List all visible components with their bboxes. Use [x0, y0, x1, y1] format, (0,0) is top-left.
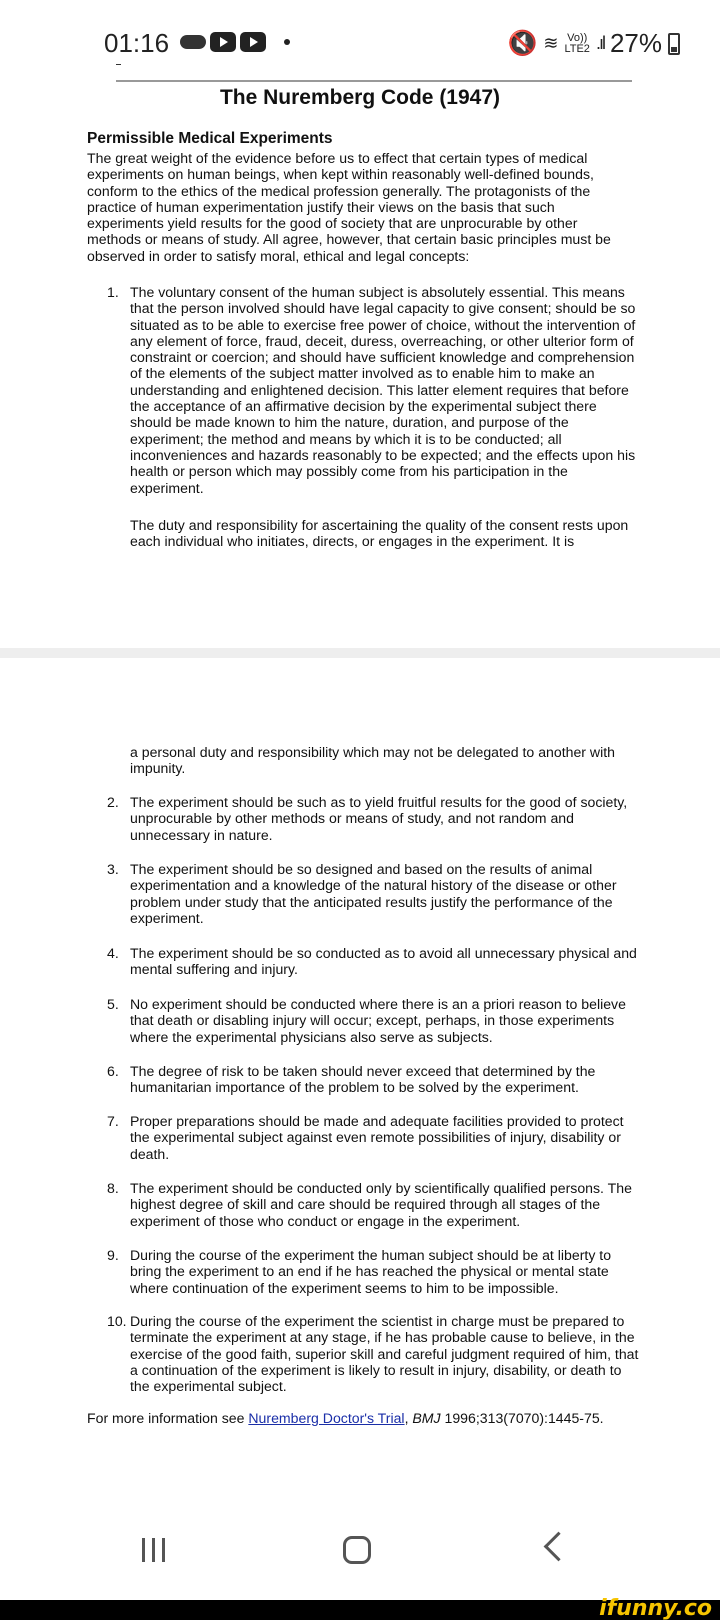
list-number: 2. — [107, 794, 119, 810]
watermark-logo: ifunny.co — [599, 1596, 712, 1621]
list-text: During the course of the experiment the scientist in charge must be prepared to terminate the experiment at any stage, if he has probable cause to believe, in the exercise of the good faith, superior skill and careful judgment required of him, that a continuation of the experiment is likely to result in injury, disability, or death to the experimental subject. — [130, 1313, 639, 1395]
signal-icon: .ıl — [595, 33, 604, 53]
reference-line — [87, 1410, 604, 1426]
battery-percent: 27% — [609, 28, 662, 58]
list-number: 6. — [107, 1063, 119, 1079]
system-icons — [507, 28, 680, 59]
divider — [116, 64, 121, 65]
list-text: Proper preparations should be made and adequate facilities provided to protect the experimental subject against even remote possibilities of injury, disability or death. — [130, 1113, 624, 1162]
intro-paragraph: The great weight of the evidence before us to effect that certain types of medical experiments on human beings, when kept within reasonably well-defined bounds, conform to the ethics of the medical profession generally. The protagonists of the practice of human experimentation justify their views on the basis that such experiments yield results for the good of society that are unprocurable by other methods or means of study. All agree, however, that certain basic principles must be observed in order to satisfy moral, ethical and legal concepts: — [87, 150, 611, 264]
back-button[interactable] — [544, 1532, 574, 1562]
list-number: 3. — [107, 861, 119, 877]
list-text: The voluntary consent of the human subject is absolutely essential. This means that the person involved should have legal capacity to give consent; should be so situated as to be able to exercise free power of choice, without the intervention of any element of force, fraud, deceit, duress, overreaching, or other ulterior form of constraint or coercion; and should have sufficient knowledge and comprehension of the elements of the subject matter involved as to enable him to make an understanding and enlightened decision. This latter element requires that before the acceptance of an affirmative decision by the experimental subject there should be made known to him the nature, duration, and purpose of the experiment; the method and means by which it is to be conducted; all inconveniences and hazards reasonably to be expected; and the effects upon his health or person which may possibly come from his participation in the experiment. — [130, 284, 636, 496]
list-text: The experiment should be so designed and based on the results of animal experimentation and a knowledge of the natural history of the disease or other problem under study that the anticipated results justify the performance of the experiment. — [130, 861, 617, 926]
recent-apps-button[interactable] — [142, 1538, 165, 1562]
list-number: 1. — [107, 284, 119, 300]
consent-duty-continued: a personal duty and responsibility which may not be delegated to another with impunity. — [130, 744, 615, 777]
section-title: Permissible Medical Experiments — [87, 130, 333, 147]
list-number: 7. — [107, 1113, 119, 1129]
reference-citation: 1996;313(7070):1445-75. — [440, 1410, 604, 1426]
list-number: 8. — [107, 1180, 119, 1196]
reference-prefix: For more information see — [87, 1410, 249, 1426]
list-number: 10. — [107, 1313, 127, 1329]
document-title: The Nuremberg Code (1947) — [219, 86, 501, 109]
cloud-icon — [180, 35, 206, 49]
navigation-bar — [0, 1520, 720, 1600]
trial-link[interactable]: Nuremberg Doctor's Trial — [248, 1410, 405, 1426]
list-number: 4. — [107, 945, 119, 961]
network-label: Vo)) LTE2 — [564, 31, 590, 55]
battery-icon — [668, 33, 680, 55]
journal-name: BMJ — [412, 1410, 441, 1426]
home-button[interactable] — [343, 1536, 371, 1564]
mute-icon: 🔇 — [507, 30, 538, 57]
list-number: 9. — [107, 1247, 119, 1263]
list-text: The degree of risk to be taken should never exceed that determined by the humanitarian importance of the problem to be solved by the experiment. — [130, 1063, 596, 1096]
clock: 01:16 — [104, 28, 170, 58]
reference-separator: , — [404, 1410, 413, 1426]
consent-duty-paragraph: The duty and responsibility for ascertaining the quality of the consent rests upon each individual who initiates, directs, or engages in the experiment. It is — [130, 517, 629, 550]
list-number: 5. — [107, 996, 119, 1012]
list-text: No experiment should be conducted where there is an a priori reason to believe that death or disabling injury will occur; except, perhaps, in those experiments where the experimental physicians also serve as subjects. — [130, 996, 626, 1045]
status-bar — [0, 0, 720, 80]
wifi-icon: ≋ — [543, 33, 559, 53]
notification-icons — [180, 32, 290, 52]
more-notifications-icon — [284, 39, 290, 45]
youtube-icon — [240, 32, 266, 52]
list-text: During the course of the experiment the human subject should be at liberty to bring the experiment to an end if he has reached the physical or mental state where continuation of the experiment seems to him to be impossible. — [130, 1247, 612, 1296]
youtube-icon — [210, 32, 236, 52]
list-text: The experiment should be so conducted as to avoid all unnecessary physical and mental suffering and injury. — [130, 945, 637, 978]
header-rule — [116, 80, 632, 82]
page-break — [0, 648, 720, 658]
list-text: The experiment should be such as to yield fruitful results for the good of society, unprocurable by other methods or means of study, and not random and unnecessary in nature. — [130, 794, 628, 843]
list-text: The experiment should be conducted only by scientifically qualified persons. The highest degree of skill and care should be required through all stages of the experiment of those who conduct or engage in the experiment. — [130, 1180, 632, 1229]
